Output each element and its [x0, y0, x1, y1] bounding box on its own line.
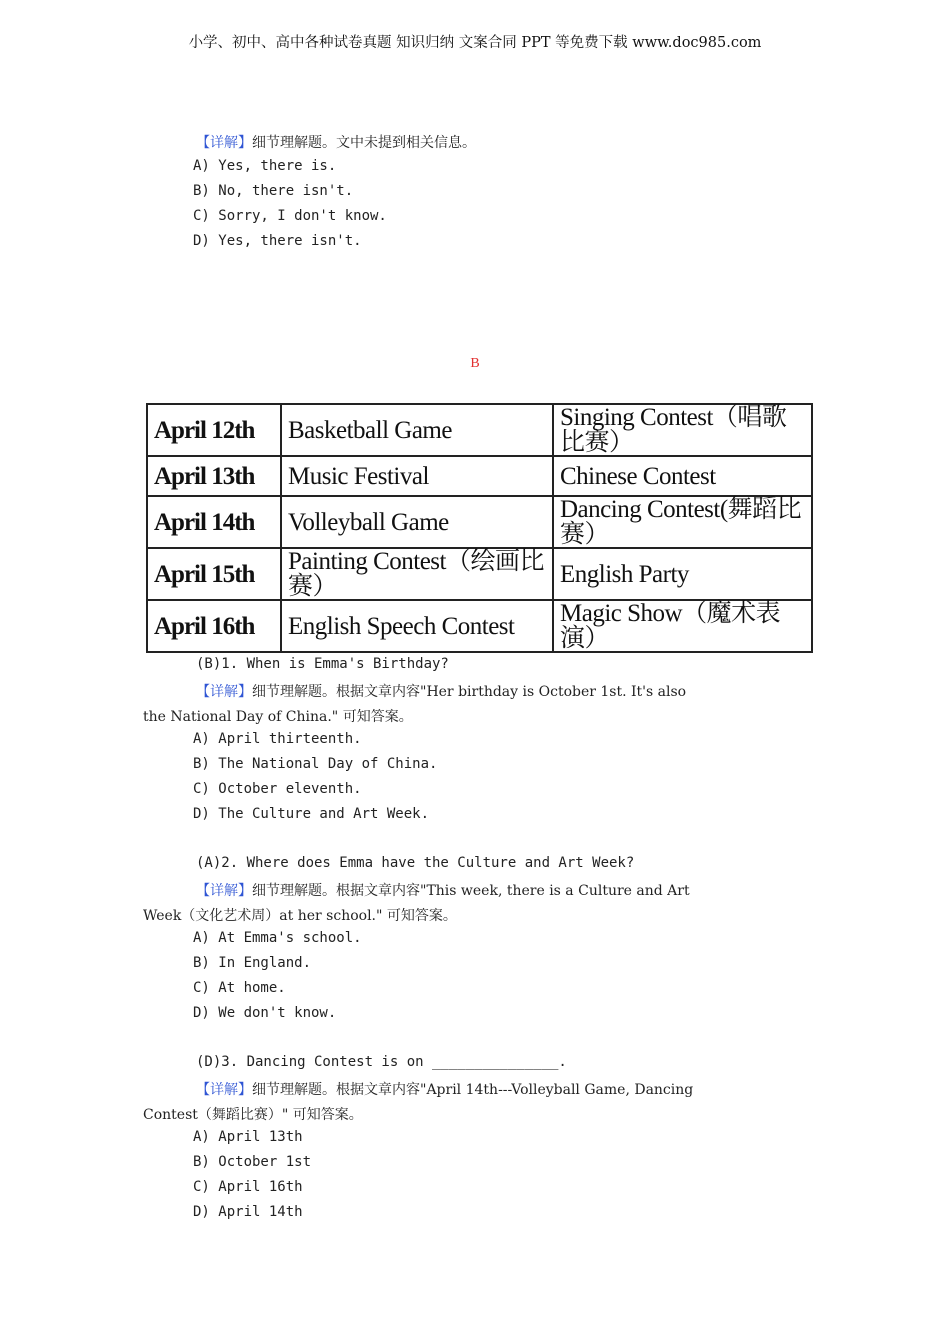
table-row: [147, 404, 812, 456]
explanation-tag: 【详解】: [196, 135, 252, 151]
option-c: C) October eleventh.: [193, 781, 362, 797]
event-cell: Volleyball Game: [281, 496, 553, 548]
question-text: (A)2. Where does Emma have the Culture and Art Week?: [196, 855, 635, 871]
explanation-line: [196, 132, 476, 152]
option-a: A) April thirteenth.: [193, 731, 362, 747]
event-cell: Magic Show（魔术表演）: [553, 600, 812, 652]
option-d: D) The Culture and Art Week.: [193, 806, 430, 822]
event-cell: English Speech Contest: [281, 600, 553, 652]
date-cell: April 16th: [147, 600, 281, 652]
option-c: C) At home.: [193, 980, 286, 996]
explanation-line: [196, 880, 690, 900]
explanation-tag: 【详解】: [196, 684, 252, 700]
date-cell: April 13th: [147, 456, 281, 496]
event-cell: Music Festival: [281, 456, 553, 496]
option-b: B) No, there isn't.: [193, 183, 354, 199]
event-cell: Painting Contest（绘画比赛）: [281, 548, 553, 600]
schedule-table: [146, 403, 813, 653]
date-cell: April 15th: [147, 548, 281, 600]
explanation-text: the National Day of China." 可知答案。: [143, 709, 413, 725]
explanation-text: Week（文化艺术周）at her school." 可知答案。: [143, 908, 457, 924]
section-label: B: [470, 356, 480, 371]
explanation-text: 细节理解题。根据文章内容"Her birthday is October 1st. It's also: [252, 684, 687, 700]
explanation-line: [196, 681, 686, 701]
question-text: (D)3. Dancing Contest is on _______________.: [196, 1054, 567, 1070]
explanation-text: 细节理解题。文中未提到相关信息。: [252, 135, 476, 151]
option-c: C) April 16th: [193, 1179, 303, 1195]
explanation-text: Contest（舞蹈比赛）" 可知答案。: [143, 1107, 363, 1123]
option-d: D) April 14th: [193, 1204, 303, 1220]
explanation-tag: 【详解】: [196, 1082, 252, 1098]
date-cell: April 12th: [147, 404, 281, 456]
option-b: B) The National Day of China.: [193, 756, 438, 772]
option-a: A) April 13th: [193, 1129, 303, 1145]
question-text: (B)1. When is Emma's Birthday?: [196, 656, 449, 672]
date-cell: April 14th: [147, 496, 281, 548]
table-row: [147, 496, 812, 548]
table-row: [147, 456, 812, 496]
explanation-tag: 【详解】: [196, 883, 252, 899]
event-cell: English Party: [553, 548, 812, 600]
option-a: A) Yes, there is.: [193, 158, 337, 174]
option-b: B) October 1st: [193, 1154, 312, 1170]
event-cell: Chinese Contest: [553, 456, 812, 496]
option-d: D) We don't know.: [193, 1005, 337, 1021]
page-header: 小学、初中、高中各种试卷真题 知识归纳 文案合同 PPT 等免费下载 www.doc985.com: [188, 35, 762, 51]
table-row: [147, 548, 812, 600]
option-d: D) Yes, there isn't.: [193, 233, 362, 249]
explanation-text: 细节理解题。根据文章内容"This week, there is a Culture and Art: [252, 883, 690, 899]
option-b: B) In England.: [193, 955, 312, 971]
option-c: C) Sorry, I don't know.: [193, 208, 387, 224]
explanation-line: [196, 1079, 693, 1099]
option-a: A) At Emma's school.: [193, 930, 362, 946]
table-row: [147, 600, 812, 652]
event-cell: Dancing Contest(舞蹈比赛）: [553, 496, 812, 548]
explanation-text: 细节理解题。根据文章内容"April 14th---Volleyball Game, Dancing: [252, 1082, 694, 1098]
event-cell: Basketball Game: [281, 404, 553, 456]
event-cell: Singing Contest（唱歌比赛）: [553, 404, 812, 456]
